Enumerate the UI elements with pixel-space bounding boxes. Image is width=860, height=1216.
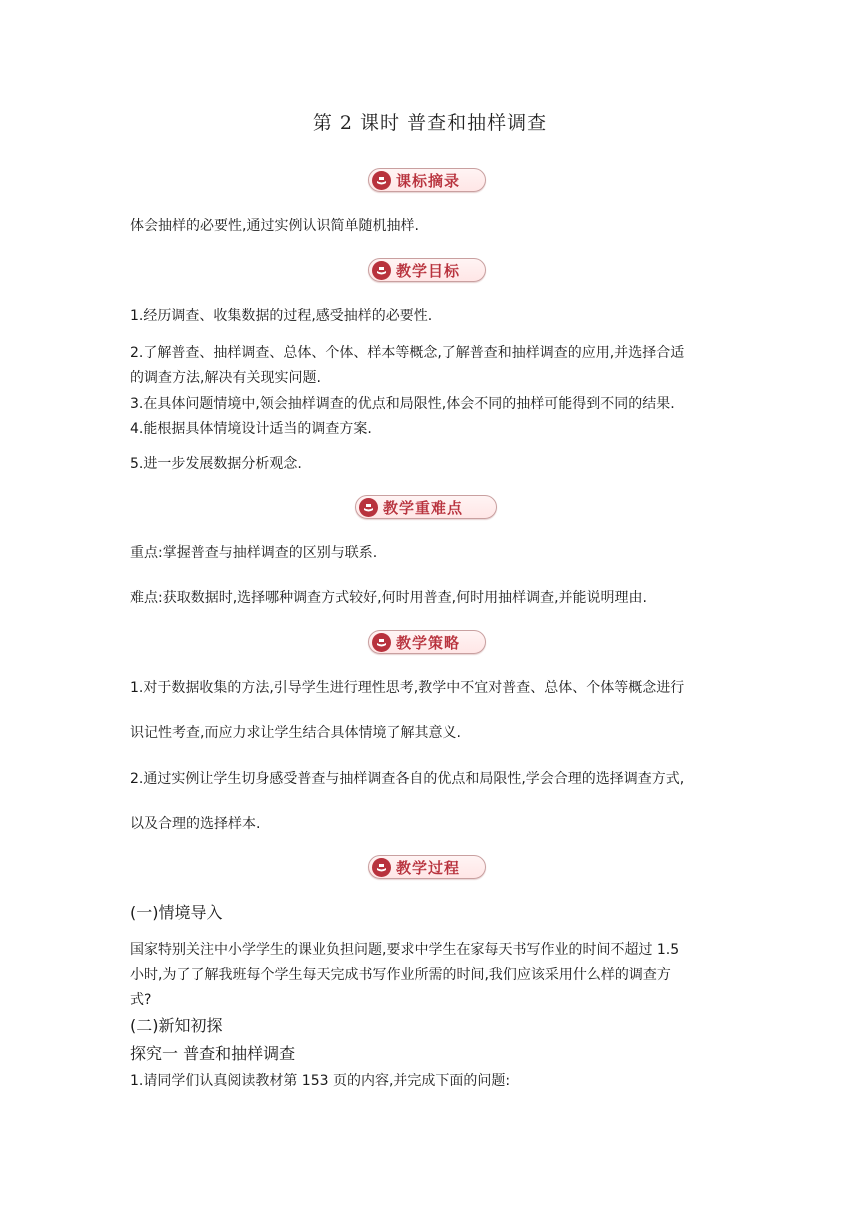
- objective-line: 5.进一步发展数据分析观念.: [130, 456, 302, 472]
- intro-line: 小时,为了了解我班每个学生每天完成书写作业所需的时间,我们应该采用什么样的调查方: [130, 967, 671, 983]
- section-title-curriculum: 课标摘录: [396, 171, 461, 190]
- objective-line: 4.能根据具体情境设计适当的调查方案.: [130, 421, 372, 437]
- section-badge-process: [368, 855, 486, 879]
- section-badge-objectives: [368, 258, 486, 282]
- section-badge-strategy: [368, 630, 486, 654]
- process-heading-explore: 探究一 普查和抽样调查: [130, 1044, 296, 1063]
- page-title: 第 2 课时 普查和抽样调查: [312, 112, 548, 134]
- intro-line: 国家特别关注中小学学生的课业负担问题,要求中学生在家每天书写作业的时间不超过 1.5: [130, 942, 680, 958]
- curriculum-text: 体会抽样的必要性,通过实例认识简单随机抽样.: [130, 218, 419, 234]
- section-title-strategy: 教学策略: [396, 633, 461, 652]
- keypoint-line: 难点:获取数据时,选择哪种调查方式较好,何时用普查,何时用抽样调查,并能说明理由.: [130, 590, 647, 606]
- section-badge-keypoints: [355, 495, 497, 519]
- section-badge-curriculum: [368, 168, 486, 192]
- process-heading-intro: (一)情境导入: [130, 903, 223, 922]
- strategy-line: 识记性考查,而应力求让学生结合具体情境了解其意义.: [130, 725, 461, 741]
- section-title-process: 教学过程: [396, 858, 461, 877]
- objective-line: 1.经历调查、收集数据的过程,感受抽样的必要性.: [130, 308, 433, 324]
- section-title-keypoints: 教学重难点: [383, 498, 464, 517]
- strategy-line: 以及合理的选择样本.: [130, 816, 261, 832]
- book-hand-icon: [359, 498, 378, 517]
- book-hand-icon: [372, 261, 391, 280]
- book-hand-icon: [372, 858, 391, 877]
- process-heading-new: (二)新知初探: [130, 1016, 223, 1035]
- keypoint-line: 重点:掌握普查与抽样调查的区别与联系.: [130, 545, 378, 561]
- strategy-line: 1.对于数据收集的方法,引导学生进行理性思考,教学中不宜对普查、总体、个体等概念进行: [130, 680, 685, 696]
- section-title-objectives: 教学目标: [396, 261, 461, 280]
- objective-line: 3.在具体问题情境中,领会抽样调查的优点和局限性,体会不同的抽样可能得到不同的结果.: [130, 396, 675, 412]
- objective-line: 2.了解普查、抽样调查、总体、个体、样本等概念,了解普查和抽样调查的应用,并选择合适: [130, 345, 685, 361]
- intro-line: 式?: [130, 992, 152, 1008]
- task-line: 1.请同学们认真阅读教材第 153 页的内容,并完成下面的问题:: [130, 1073, 511, 1089]
- book-hand-icon: [372, 171, 391, 190]
- strategy-line: 2.通过实例让学生切身感受普查与抽样调查各自的优点和局限性,学会合理的选择调查方式,: [130, 771, 685, 787]
- objective-line: 的调查方法,解决有关现实问题.: [130, 370, 321, 386]
- book-hand-icon: [372, 633, 391, 652]
